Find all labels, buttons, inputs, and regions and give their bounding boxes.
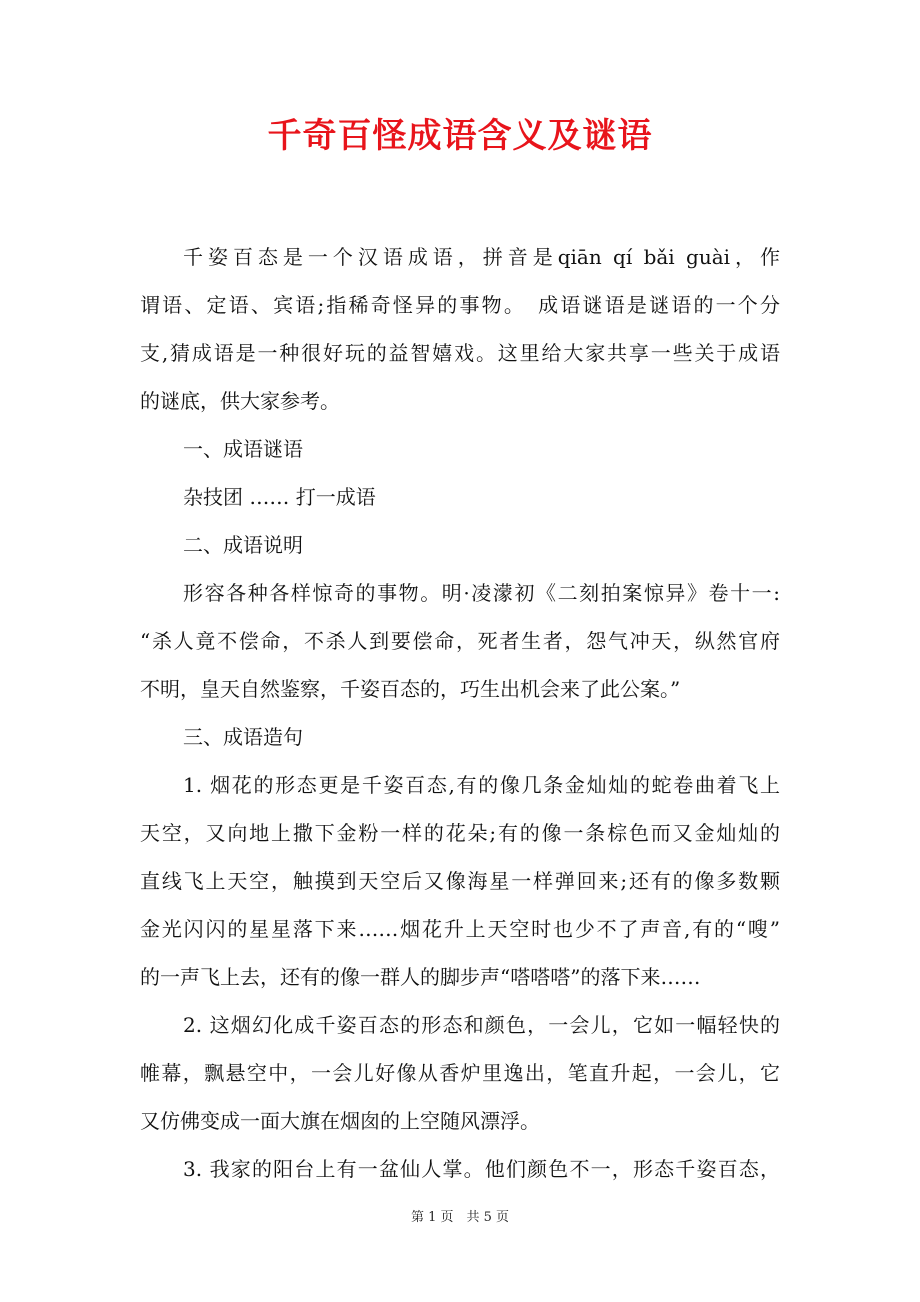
paragraph-line: “杀人竟不偿命，不杀人到要偿命，死者生者，怨气冲天，纵然官府 [140, 629, 780, 653]
page-footer: 第 1 页 共 5 页 [410, 1210, 510, 1225]
section-heading: 二、成语说明 [183, 533, 303, 557]
paragraph-line: 不明，皇天自然鉴察，千姿百态的，巧生出机会来了此公案。” [140, 677, 681, 701]
paragraph-line: 支,猜成语是一种很好玩的益智嬉戏。这里给大家共享一些关于成语 [140, 341, 780, 365]
paragraph-line: 的一声飞上去，还有的像一群人的脚步声“嗒嗒嗒”的落下来…… [140, 965, 701, 989]
paragraph-line: 金光闪闪的星星落下来……烟花升上天空时也少不了声音,有的“嗖” [140, 917, 780, 941]
paragraph-line: 2. 这烟幻化成千姿百态的形态和颜色，一会儿，它如一幅轻快的 [183, 1013, 780, 1037]
paragraph-line: 千姿百态是一个汉语成语，拼音是qiān qí bǎi guài，作 [183, 245, 780, 269]
paragraph-line: 又仿佛变成一面大旗在烟囱的上空随风漂浮。 [140, 1109, 540, 1133]
paragraph-line: 形容各种各样惊奇的事物。明·凌濛初《二刻拍案惊异》卷十一: [183, 581, 780, 605]
paragraph-line: 1. 烟花的形态更是千姿百态,有的像几条金灿灿的蛇卷曲着飞上 [183, 773, 780, 797]
riddle-line: 杂技团 …… 打一成语 [183, 485, 376, 509]
paragraph-line: 帷幕，飘悬空中，一会儿好像从香炉里逸出，笔直升起，一会儿，它 [140, 1061, 780, 1085]
paragraph-line: 谓语、定语、宾语;指稀奇怪异的事物。 成语谜语是谜语的一个分 [140, 293, 780, 317]
section-heading: 三、成语造句 [183, 725, 303, 749]
document-body [140, 238, 780, 1198]
paragraph-line: 3. 我家的阳台上有一盆仙人掌。他们颜色不一，形态千姿百态， [183, 1157, 780, 1181]
document-title: 千奇百怪成语含义及谜语 [267, 116, 653, 156]
paragraph-line: 天空，又向地上撒下金粉一样的花朵;有的像一条棕色而又金灿灿的 [140, 821, 780, 845]
paragraph-line: 的谜底，供大家参考。 [140, 389, 340, 413]
paragraph-line: 直线飞上天空，触摸到天空后又像海星一样弹回来;还有的像多数颗 [140, 869, 780, 893]
section-heading: 一、成语谜语 [183, 437, 303, 461]
